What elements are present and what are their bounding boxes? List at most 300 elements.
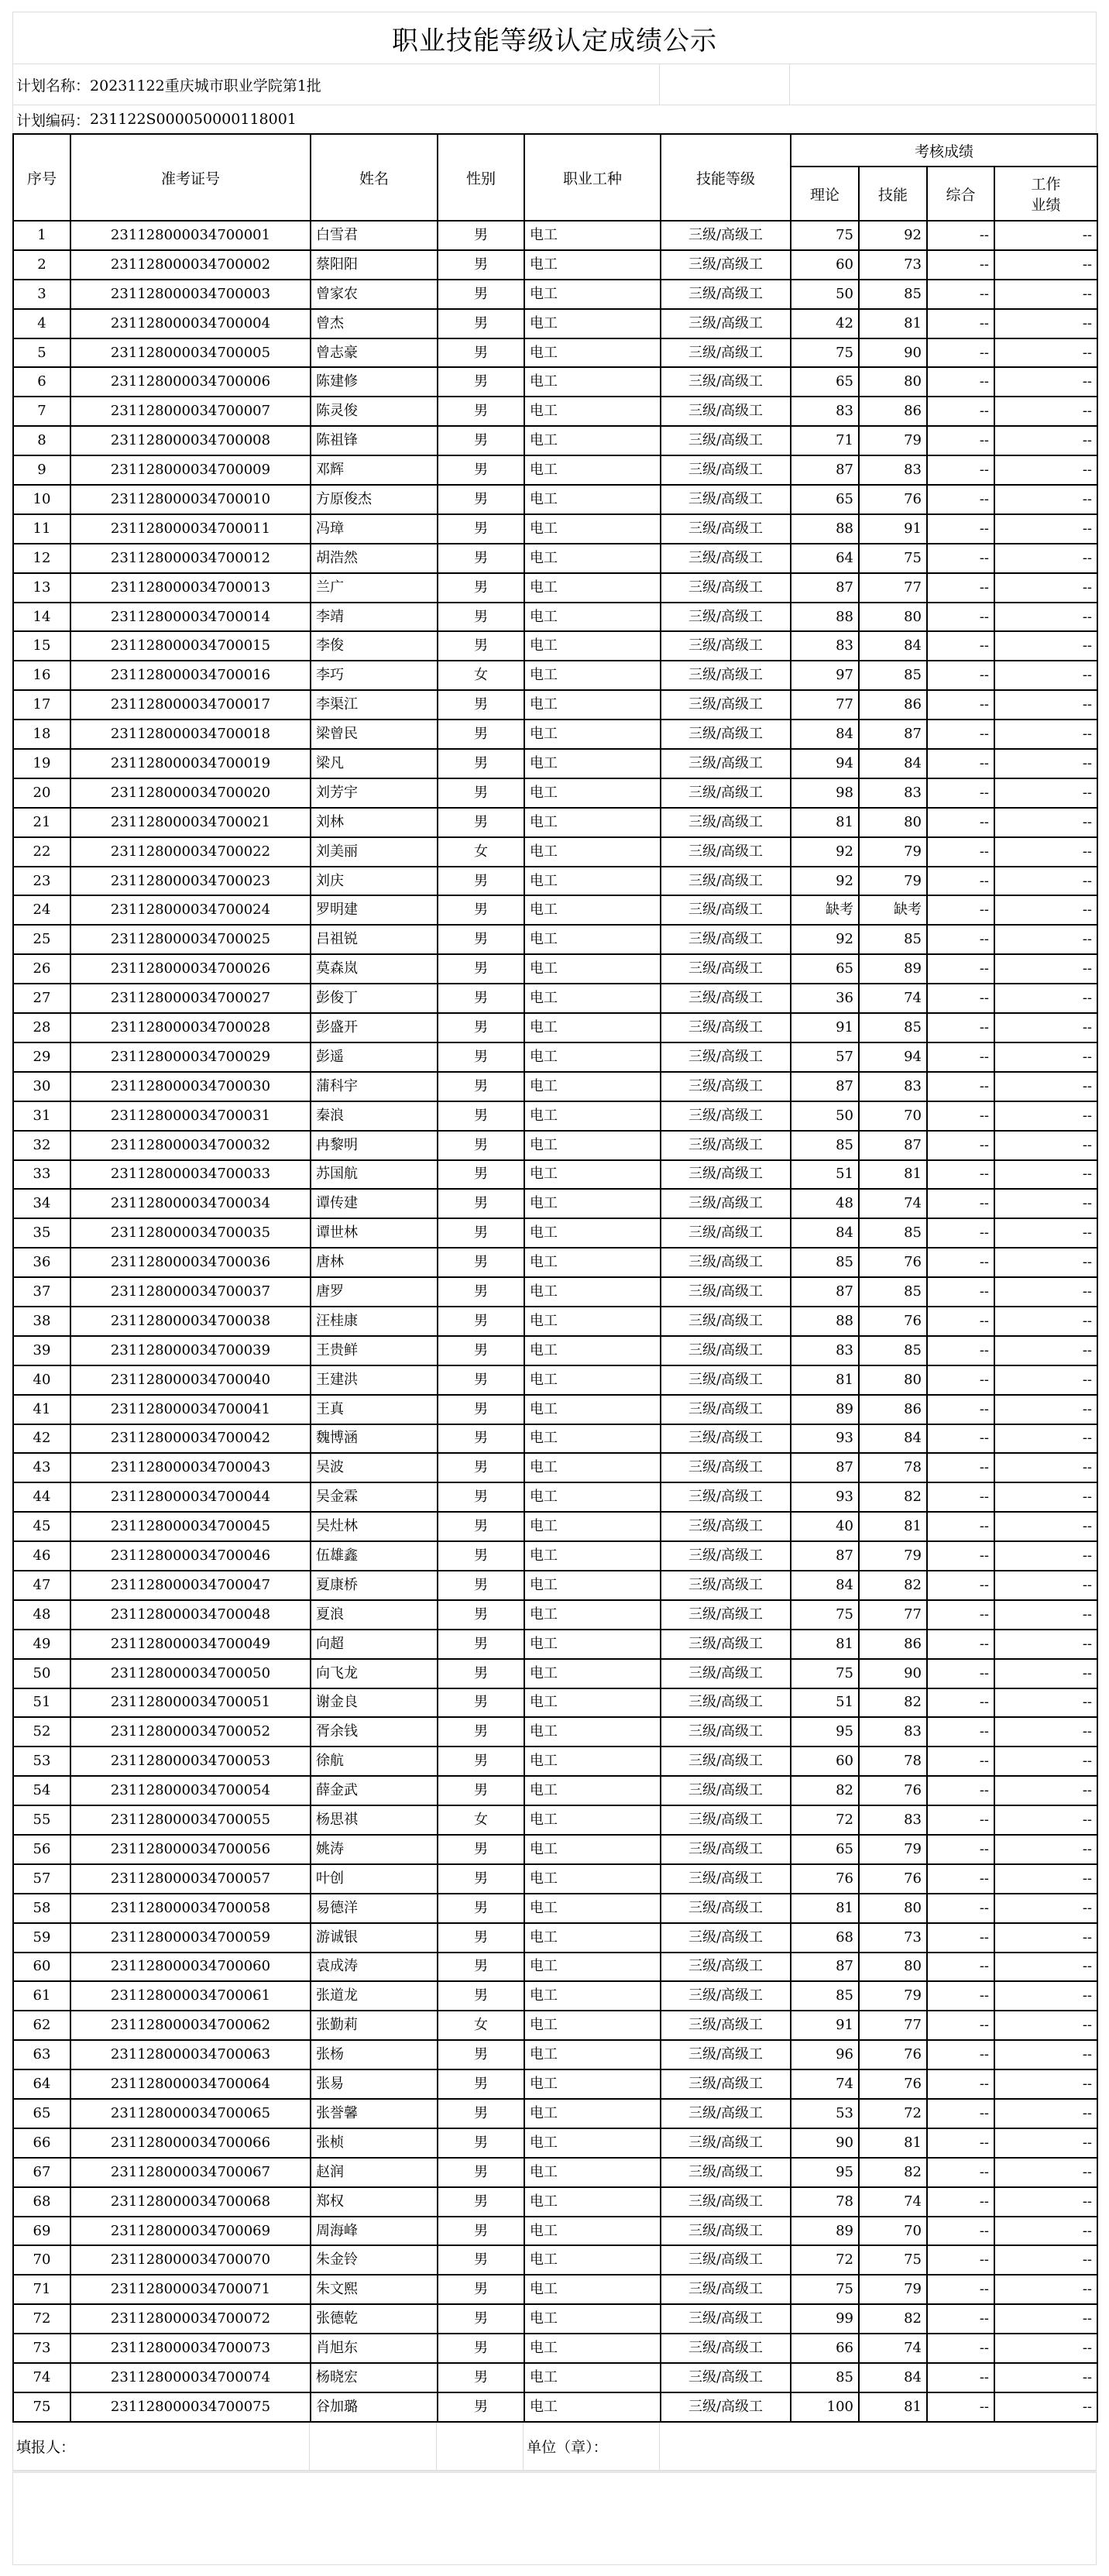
row-ticket-number: 231128000034700016 <box>70 661 311 690</box>
row-theory-score: 90 <box>791 2128 859 2158</box>
row-ticket-number: 231128000034700011 <box>70 514 311 544</box>
row-skill-level: 三级/高级工 <box>661 1218 791 1248</box>
row-theory-score: 87 <box>791 1953 859 1982</box>
header-work-line2: 业绩 <box>1031 197 1061 214</box>
row-overall-score: -- <box>927 1981 994 2011</box>
table-row <box>13 1981 1097 2011</box>
row-occupation: 电工 <box>524 544 661 573</box>
row-ticket-number: 231128000034700019 <box>70 749 311 778</box>
row-occupation: 电工 <box>524 1747 661 1776</box>
empty-cell <box>660 64 790 105</box>
row-work-performance: -- <box>994 1277 1097 1307</box>
row-seq: 22 <box>13 837 70 867</box>
row-gender: 男 <box>438 573 524 603</box>
row-occupation: 电工 <box>524 2334 661 2363</box>
row-work-performance: -- <box>994 1864 1097 1894</box>
row-overall-score: -- <box>927 514 994 544</box>
row-theory-score: 94 <box>791 749 859 778</box>
row-theory-score: 57 <box>791 1042 859 1072</box>
row-skill-level: 三级/高级工 <box>661 1512 791 1541</box>
row-occupation: 电工 <box>524 1307 661 1336</box>
row-occupation: 电工 <box>524 1013 661 1042</box>
row-work-performance: -- <box>994 1042 1097 1072</box>
row-work-performance: -- <box>994 1953 1097 1982</box>
row-work-performance: -- <box>994 837 1097 867</box>
row-seq: 27 <box>13 984 70 1013</box>
row-seq: 66 <box>13 2128 70 2158</box>
row-occupation: 电工 <box>524 485 661 514</box>
row-occupation: 电工 <box>524 1923 661 1953</box>
row-overall-score: -- <box>927 690 994 720</box>
row-skill-score: 85 <box>859 1277 927 1307</box>
table-row <box>13 1717 1097 1747</box>
row-skill-level: 三级/高级工 <box>661 1365 791 1395</box>
row-skill-score: 79 <box>859 1835 927 1864</box>
row-name: 王建洪 <box>311 1365 438 1395</box>
row-seq: 42 <box>13 1424 70 1454</box>
table-row <box>13 690 1097 720</box>
row-overall-score: -- <box>927 2363 994 2392</box>
row-theory-score: 87 <box>791 1453 859 1482</box>
row-occupation: 电工 <box>524 514 661 544</box>
row-occupation: 电工 <box>524 1981 661 2011</box>
row-work-performance: -- <box>994 309 1097 338</box>
table-row <box>13 338 1097 368</box>
row-work-performance: -- <box>994 984 1097 1013</box>
row-name: 魏博涵 <box>311 1424 438 1454</box>
row-name: 张德乾 <box>311 2304 438 2334</box>
row-work-performance: -- <box>994 544 1097 573</box>
row-occupation: 电工 <box>524 1277 661 1307</box>
row-name: 姚涛 <box>311 1835 438 1864</box>
row-gender: 男 <box>438 895 524 925</box>
row-name: 吴金霖 <box>311 1482 438 1512</box>
row-ticket-number: 231128000034700006 <box>70 367 311 397</box>
row-occupation: 电工 <box>524 1160 661 1190</box>
row-overall-score: -- <box>927 837 994 867</box>
row-seq: 13 <box>13 573 70 603</box>
row-ticket-number: 231128000034700044 <box>70 1482 311 1512</box>
row-skill-score: 83 <box>859 778 927 808</box>
row-occupation: 电工 <box>524 954 661 984</box>
row-gender: 女 <box>438 837 524 867</box>
row-theory-score: 81 <box>791 1630 859 1659</box>
table-row <box>13 2040 1097 2069</box>
row-ticket-number: 231128000034700066 <box>70 2128 311 2158</box>
row-occupation: 电工 <box>524 690 661 720</box>
row-work-performance: -- <box>994 1072 1097 1101</box>
row-skill-score: 92 <box>859 221 927 250</box>
row-skill-score: 77 <box>859 1600 927 1630</box>
row-gender: 男 <box>438 720 524 749</box>
row-theory-score: 50 <box>791 1101 859 1131</box>
row-seq: 37 <box>13 1277 70 1307</box>
row-gender: 男 <box>438 925 524 954</box>
row-seq: 20 <box>13 778 70 808</box>
row-overall-score: -- <box>927 808 994 837</box>
row-work-performance: -- <box>994 2334 1097 2363</box>
row-skill-score: 81 <box>859 1512 927 1541</box>
row-gender: 男 <box>438 1894 524 1923</box>
row-skill-score: 84 <box>859 631 927 661</box>
row-work-performance: -- <box>994 280 1097 309</box>
row-gender: 男 <box>438 1042 524 1072</box>
row-overall-score: -- <box>927 1835 994 1864</box>
table-row <box>13 867 1097 896</box>
row-overall-score: -- <box>927 1160 994 1190</box>
row-skill-level: 三级/高级工 <box>661 690 791 720</box>
row-skill-score: 79 <box>859 837 927 867</box>
row-gender: 男 <box>438 1717 524 1747</box>
row-gender: 男 <box>438 1923 524 1953</box>
table-row <box>13 1453 1097 1482</box>
row-skill-level: 三级/高级工 <box>661 1307 791 1336</box>
row-gender: 男 <box>438 778 524 808</box>
row-skill-level: 三级/高级工 <box>661 367 791 397</box>
row-work-performance: -- <box>994 397 1097 426</box>
row-work-performance: -- <box>994 1218 1097 1248</box>
row-seq: 54 <box>13 1776 70 1805</box>
row-seq: 41 <box>13 1395 70 1424</box>
row-occupation: 电工 <box>524 1482 661 1512</box>
row-skill-score: 94 <box>859 1042 927 1072</box>
row-name: 胥余钱 <box>311 1717 438 1747</box>
row-theory-score: 98 <box>791 778 859 808</box>
row-skill-level: 三级/高级工 <box>661 1717 791 1747</box>
row-occupation: 电工 <box>524 808 661 837</box>
row-skill-score: 85 <box>859 1013 927 1042</box>
row-theory-score: 51 <box>791 1688 859 1718</box>
row-seq: 51 <box>13 1688 70 1718</box>
row-gender: 男 <box>438 455 524 485</box>
row-theory-score: 65 <box>791 485 859 514</box>
row-skill-score: 85 <box>859 661 927 690</box>
row-skill-level: 三级/高级工 <box>661 1131 791 1160</box>
row-ticket-number: 231128000034700043 <box>70 1453 311 1482</box>
table-row <box>13 1630 1097 1659</box>
row-overall-score: -- <box>927 895 994 925</box>
row-skill-score: 83 <box>859 1805 927 1835</box>
row-ticket-number: 231128000034700022 <box>70 837 311 867</box>
row-skill-score: 76 <box>859 2040 927 2069</box>
row-seq: 8 <box>13 426 70 455</box>
row-skill-score: 80 <box>859 1894 927 1923</box>
row-skill-score: 77 <box>859 573 927 603</box>
row-occupation: 电工 <box>524 895 661 925</box>
row-name: 谢金良 <box>311 1688 438 1718</box>
row-seq: 7 <box>13 397 70 426</box>
row-skill-level: 三级/高级工 <box>661 661 791 690</box>
row-skill-score: 81 <box>859 309 927 338</box>
row-ticket-number: 231128000034700063 <box>70 2040 311 2069</box>
row-name: 张誉馨 <box>311 2099 438 2128</box>
row-work-performance: -- <box>994 867 1097 896</box>
row-skill-level: 三级/高级工 <box>661 514 791 544</box>
row-gender: 男 <box>438 1218 524 1248</box>
row-skill-level: 三级/高级工 <box>661 2334 791 2363</box>
row-skill-score: 73 <box>859 250 927 280</box>
row-skill-score: 79 <box>859 426 927 455</box>
row-ticket-number: 231128000034700062 <box>70 2011 311 2040</box>
row-skill-score: 80 <box>859 808 927 837</box>
row-ticket-number: 231128000034700030 <box>70 1072 311 1101</box>
row-work-performance: -- <box>994 1688 1097 1718</box>
row-overall-score: -- <box>927 749 994 778</box>
row-occupation: 电工 <box>524 2128 661 2158</box>
row-ticket-number: 231128000034700013 <box>70 573 311 603</box>
row-overall-score: -- <box>927 631 994 661</box>
row-name: 肖旭东 <box>311 2334 438 2363</box>
row-skill-level: 三级/高级工 <box>661 631 791 661</box>
table-row <box>13 1688 1097 1718</box>
row-skill-level: 三级/高级工 <box>661 397 791 426</box>
empty-cell <box>790 64 1096 105</box>
row-skill-level: 三级/高级工 <box>661 867 791 896</box>
row-gender: 男 <box>438 2069 524 2099</box>
row-ticket-number: 231128000034700034 <box>70 1189 311 1218</box>
row-skill-score: 82 <box>859 1571 927 1600</box>
row-skill-score: 79 <box>859 867 927 896</box>
row-name: 白雪君 <box>311 221 438 250</box>
row-gender: 男 <box>438 1189 524 1218</box>
row-skill-score: 76 <box>859 1776 927 1805</box>
row-gender: 男 <box>438 1101 524 1131</box>
row-ticket-number: 231128000034700032 <box>70 1131 311 1160</box>
row-seq: 75 <box>13 2392 70 2422</box>
row-skill-level: 三级/高级工 <box>661 1101 791 1131</box>
row-occupation: 电工 <box>524 2217 661 2246</box>
row-work-performance: -- <box>994 1659 1097 1688</box>
row-overall-score: -- <box>927 2128 994 2158</box>
row-work-performance: -- <box>994 1307 1097 1336</box>
row-gender: 男 <box>438 367 524 397</box>
row-name: 梁凡 <box>311 749 438 778</box>
table-row <box>13 631 1097 661</box>
row-gender: 男 <box>438 1424 524 1454</box>
blank-area <box>12 2471 1097 2565</box>
row-skill-level: 三级/高级工 <box>661 1923 791 1953</box>
row-seq: 69 <box>13 2217 70 2246</box>
row-work-performance: -- <box>994 1835 1097 1864</box>
row-work-performance: -- <box>994 2040 1097 2069</box>
row-work-performance: -- <box>994 2275 1097 2304</box>
row-name: 郑权 <box>311 2187 438 2217</box>
row-skill-score: 79 <box>859 1541 927 1571</box>
header-level: 技能等级 <box>661 134 791 221</box>
row-work-performance: -- <box>994 1424 1097 1454</box>
row-work-performance: -- <box>994 2217 1097 2246</box>
row-occupation: 电工 <box>524 1072 661 1101</box>
table-row <box>13 749 1097 778</box>
row-seq: 58 <box>13 1894 70 1923</box>
row-seq: 2 <box>13 250 70 280</box>
row-occupation: 电工 <box>524 2392 661 2422</box>
row-theory-score: 75 <box>791 338 859 368</box>
row-name: 杨晓宏 <box>311 2363 438 2392</box>
row-occupation: 电工 <box>524 1189 661 1218</box>
row-ticket-number: 231128000034700070 <box>70 2245 311 2275</box>
row-skill-level: 三级/高级工 <box>661 895 791 925</box>
row-ticket-number: 231128000034700036 <box>70 1248 311 1277</box>
table-row <box>13 2392 1097 2422</box>
row-ticket-number: 231128000034700015 <box>70 631 311 661</box>
row-work-performance: -- <box>994 2069 1097 2099</box>
row-skill-score: 76 <box>859 2069 927 2099</box>
row-ticket-number: 231128000034700007 <box>70 397 311 426</box>
row-seq: 67 <box>13 2158 70 2187</box>
row-skill-level: 三级/高级工 <box>661 1277 791 1307</box>
row-work-performance: -- <box>994 2128 1097 2158</box>
plan-name-label: 计划名称： <box>16 77 91 94</box>
row-seq: 6 <box>13 367 70 397</box>
table-row <box>13 2011 1097 2040</box>
row-seq: 45 <box>13 1512 70 1541</box>
row-name: 刘庆 <box>311 867 438 896</box>
row-seq: 61 <box>13 1981 70 2011</box>
row-ticket-number: 231128000034700055 <box>70 1805 311 1835</box>
row-seq: 10 <box>13 485 70 514</box>
row-gender: 男 <box>438 1395 524 1424</box>
row-seq: 3 <box>13 280 70 309</box>
row-ticket-number: 231128000034700049 <box>70 1630 311 1659</box>
row-skill-score: 82 <box>859 1688 927 1718</box>
row-occupation: 电工 <box>524 1600 661 1630</box>
table-row <box>13 1512 1097 1541</box>
row-work-performance: -- <box>994 1189 1097 1218</box>
row-name: 冯璋 <box>311 514 438 544</box>
row-gender: 男 <box>438 1541 524 1571</box>
row-work-performance: -- <box>994 2187 1097 2217</box>
row-seq: 12 <box>13 544 70 573</box>
row-gender: 男 <box>438 1131 524 1160</box>
row-gender: 男 <box>438 1512 524 1541</box>
filler-label: 填报人： <box>16 2438 76 2456</box>
row-theory-score: 92 <box>791 837 859 867</box>
table-row <box>13 1776 1097 1805</box>
row-ticket-number: 231128000034700031 <box>70 1101 311 1131</box>
row-skill-level: 三级/高级工 <box>661 2099 791 2128</box>
row-name: 杨思祺 <box>311 1805 438 1835</box>
row-name: 罗明建 <box>311 895 438 925</box>
row-skill-level: 三级/高级工 <box>661 1336 791 1365</box>
row-skill-score: 86 <box>859 690 927 720</box>
row-skill-level: 三级/高级工 <box>661 2245 791 2275</box>
table-row <box>13 1013 1097 1042</box>
table-row <box>13 2334 1097 2363</box>
row-skill-score: 89 <box>859 954 927 984</box>
row-overall-score: -- <box>927 2334 994 2363</box>
row-occupation: 电工 <box>524 1953 661 1982</box>
row-skill-score: 80 <box>859 367 927 397</box>
row-ticket-number: 231128000034700039 <box>70 1336 311 1365</box>
row-overall-score: -- <box>927 573 994 603</box>
row-name: 谭世林 <box>311 1218 438 1248</box>
row-occupation: 电工 <box>524 1101 661 1131</box>
table-row <box>13 895 1097 925</box>
row-overall-score: -- <box>927 426 994 455</box>
row-occupation: 电工 <box>524 1512 661 1541</box>
table-row <box>13 1894 1097 1923</box>
row-ticket-number: 231128000034700033 <box>70 1160 311 1190</box>
row-seq: 39 <box>13 1336 70 1365</box>
row-skill-score: 74 <box>859 1189 927 1218</box>
row-name: 唐罗 <box>311 1277 438 1307</box>
table-row <box>13 1541 1097 1571</box>
row-occupation: 电工 <box>524 1688 661 1718</box>
row-name: 秦浪 <box>311 1101 438 1131</box>
row-work-performance: -- <box>994 221 1097 250</box>
row-overall-score: -- <box>927 1482 994 1512</box>
row-name: 刘林 <box>311 808 438 837</box>
row-skill-score: 70 <box>859 2217 927 2246</box>
row-theory-score: 84 <box>791 1218 859 1248</box>
row-gender: 男 <box>438 749 524 778</box>
row-gender: 男 <box>438 1659 524 1688</box>
row-skill-level: 三级/高级工 <box>661 720 791 749</box>
row-name: 彭俊丁 <box>311 984 438 1013</box>
row-skill-level: 三级/高级工 <box>661 2069 791 2099</box>
table-row <box>13 485 1097 514</box>
row-name: 张杨 <box>311 2040 438 2069</box>
row-occupation: 电工 <box>524 1248 661 1277</box>
row-theory-score: 50 <box>791 280 859 309</box>
row-name: 朱金铃 <box>311 2245 438 2275</box>
row-theory-score: 36 <box>791 984 859 1013</box>
row-work-performance: -- <box>994 338 1097 368</box>
row-gender: 男 <box>438 1307 524 1336</box>
row-overall-score: -- <box>927 603 994 632</box>
table-row <box>13 2275 1097 2304</box>
row-name: 陈祖锋 <box>311 426 438 455</box>
row-work-performance: -- <box>994 1482 1097 1512</box>
row-overall-score: -- <box>927 2275 994 2304</box>
row-gender: 男 <box>438 1248 524 1277</box>
row-overall-score: -- <box>927 2304 994 2334</box>
row-ticket-number: 231128000034700029 <box>70 1042 311 1072</box>
row-name: 李巧 <box>311 661 438 690</box>
row-overall-score: -- <box>927 1894 994 1923</box>
row-work-performance: -- <box>994 954 1097 984</box>
row-skill-level: 三级/高级工 <box>661 2304 791 2334</box>
row-name: 叶创 <box>311 1864 438 1894</box>
signature-row <box>12 2423 1097 2471</box>
row-skill-score: 80 <box>859 603 927 632</box>
row-seq: 59 <box>13 1923 70 1953</box>
row-work-performance: -- <box>994 514 1097 544</box>
row-work-performance: -- <box>994 1571 1097 1600</box>
row-gender: 男 <box>438 1072 524 1101</box>
row-theory-score: 87 <box>791 573 859 603</box>
row-seq: 65 <box>13 2099 70 2128</box>
row-skill-score: 86 <box>859 1395 927 1424</box>
row-work-performance: -- <box>994 1131 1097 1160</box>
row-seq: 32 <box>13 1131 70 1160</box>
row-ticket-number: 231128000034700051 <box>70 1688 311 1718</box>
table-row <box>13 280 1097 309</box>
row-gender: 男 <box>438 485 524 514</box>
row-occupation: 电工 <box>524 1336 661 1365</box>
row-gender: 女 <box>438 1805 524 1835</box>
row-seq: 23 <box>13 867 70 896</box>
table-row <box>13 1189 1097 1218</box>
row-occupation: 电工 <box>524 1864 661 1894</box>
row-seq: 38 <box>13 1307 70 1336</box>
row-overall-score: -- <box>927 661 994 690</box>
row-gender: 男 <box>438 1747 524 1776</box>
row-gender: 男 <box>438 397 524 426</box>
row-skill-level: 三级/高级工 <box>661 455 791 485</box>
row-seq: 18 <box>13 720 70 749</box>
